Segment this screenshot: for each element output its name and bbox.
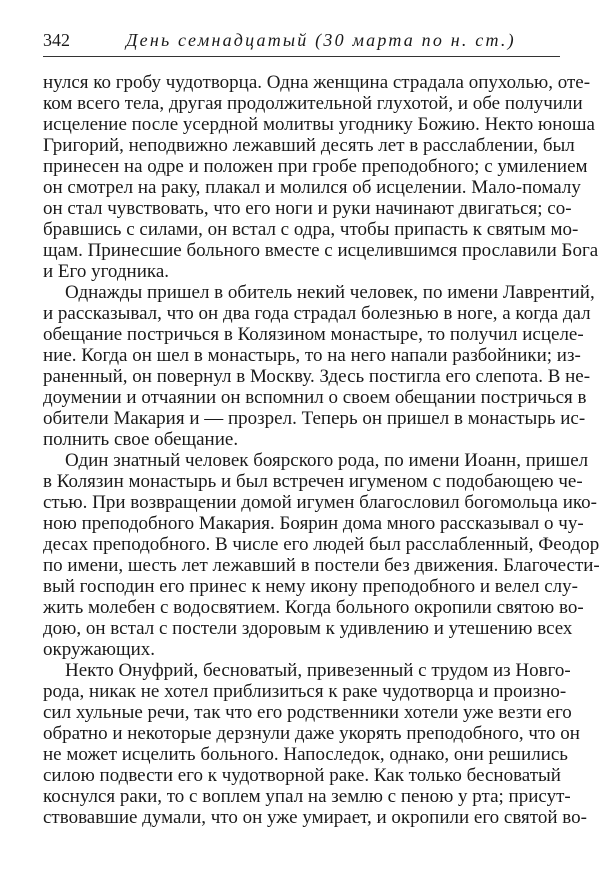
text-line: полнить свое обещание.: [43, 429, 239, 450]
text-line: сил хульные речи, так что его родственники хотели уже везти его: [43, 702, 572, 723]
text-line: дою, он встал с постели здоровым к удивлению и утешению всех: [43, 618, 573, 639]
text-line: Один знатный человек боярского рода, по имени Иоанн, пришел: [65, 450, 589, 471]
paragraph: [43, 450, 600, 660]
text-line: десах преподобного. В числе его людей был расслабленный, Феодор: [43, 534, 600, 555]
text-line: исцеление после усердной молитвы угоднику Божию. Некто юноша: [43, 114, 595, 135]
text-line: рода, никак не хотел приблизиться к раке чудотворца и произно-: [43, 681, 567, 702]
text-line: ние. Когда он шел в монастырь, то на него напали разбойники; из-: [43, 345, 581, 366]
page-body: [43, 72, 600, 828]
text-line: коснулся раки, то с воплем упал на землю с пеною у рта; присут-: [43, 786, 571, 807]
text-line: обратно и некоторые дерзнули даже укорять преподобного, что он: [43, 723, 580, 744]
running-header: [43, 28, 560, 57]
text-line: обещание постричься в Колязином монастыре, то получил исцеле-: [43, 324, 584, 345]
text-line: Некто Онуфрий, бесноватый, привезенный с трудом из Новго-: [65, 660, 571, 681]
paragraph: [43, 282, 595, 450]
text-line: нулся ко гробу чудотворца. Одна женщина страдала опухолью, оте-: [43, 72, 591, 93]
text-line: и рассказывал, что он два года страдал болезнью в ноге, а когда дал: [43, 303, 591, 324]
text-line: принесен на одре и положен при гробе преподобного; с умилением: [43, 156, 588, 177]
text-line: не может исцелить больного. Напоследок, однако, они решились: [43, 744, 568, 765]
text-line: стью. При возвращении домой игумен благословил богомольца ико-: [43, 492, 597, 513]
text-line: и Его угодника.: [43, 261, 169, 282]
text-line: в Колязин монастырь и был встречен игуменом с подобающею че-: [43, 471, 583, 492]
text-line: по имени, шесть лет лежавший в постели без движения. Благочести-: [43, 555, 600, 576]
text-line: ною преподобного Макария. Боярин дома много рассказывал о чу-: [43, 513, 584, 534]
text-line: окружающих.: [43, 639, 156, 660]
text-line: обители Макария и — прозрел. Теперь он пришел в монастырь ис-: [43, 408, 586, 429]
text-line: доумении и отчаянии он вспомнил о своем обещании постричься в: [43, 387, 587, 408]
text-line: бравшись с силами, он встал с одра, чтобы припасть к святым мо-: [43, 219, 579, 240]
paragraph: [43, 72, 599, 282]
text-line: Григорий, неподвижно лежавший десять лет в расслаблении, был: [43, 135, 575, 156]
text-line: жить молебен с водосвятием. Когда больного окропили святою во-: [43, 597, 584, 618]
text-line: раненный, он повернул в Москву. Здесь постигла его слепота. В не-: [43, 366, 591, 387]
text-line: ствовавшие думали, что он уже умирает, и окропили его святой во-: [43, 807, 587, 828]
text-line: вый господин его принес к нему икону преподобного и велел слу-: [43, 576, 578, 597]
text-line: он стал чувствовать, что его ноги и руки начинают двигаться; со-: [43, 198, 572, 219]
running-title: День семнадцатый (30 марта по н. ст.): [126, 30, 516, 50]
paragraph: [43, 660, 587, 828]
text-line: силою подвести его к чудотворной раке. Как только бесноватый: [43, 765, 561, 786]
text-line: щам. Принесшие больного вместе с исцелившимся прославили Бога: [43, 240, 599, 261]
text-line: он смотрел на раку, плакал и молился об исцелении. Мало-помалу: [43, 177, 581, 198]
text-line: Однажды пришел в обитель некий человек, по имени Лаврентий,: [65, 282, 595, 303]
text-line: ком всего тела, другая продолжительной глухотой, и обе получили: [43, 93, 583, 114]
page-number: 342: [43, 30, 70, 50]
